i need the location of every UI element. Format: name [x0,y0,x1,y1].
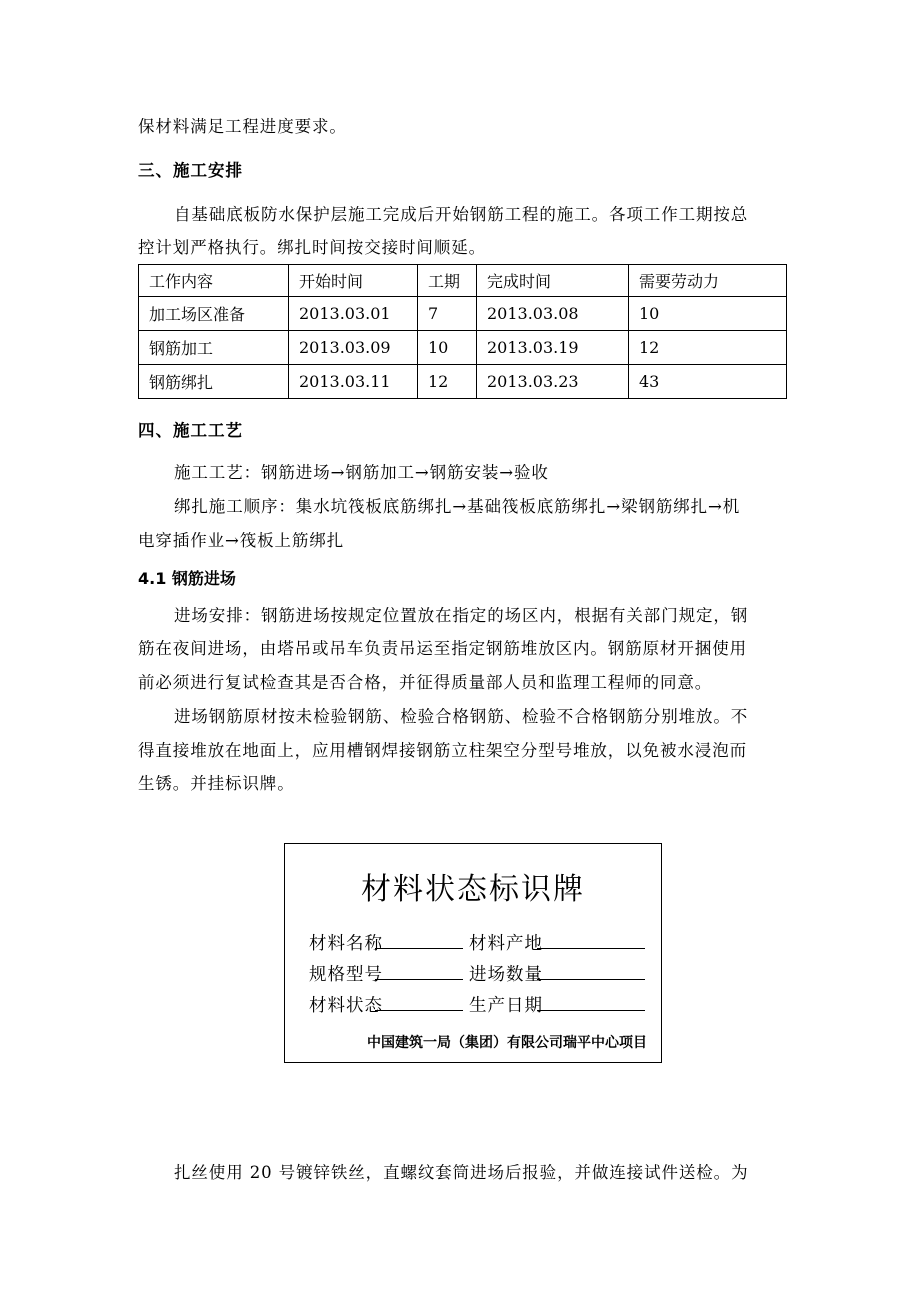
table-cell: 10 [629,297,787,331]
sign-field-label: 材料产地 [469,934,543,954]
table-row [139,331,787,365]
table-header-cell: 工作内容 [139,265,289,297]
paragraph-line: 控计划严格执行。绑扎时间按交接时间顺延。 [138,238,486,257]
table-cell: 钢筋绑扎 [139,365,289,399]
sign-field-label: 材料状态 [309,996,383,1016]
sign-blank-line [537,948,645,949]
table-cell: 12 [418,365,477,399]
paragraph-line: 生锈。并挂标识牌。 [138,774,295,793]
table-cell: 7 [418,297,477,331]
paragraph-line: 绑扎施工顺序：集水坑筏板底筋绑扎→基础筏板底筋绑扎→梁钢筋绑扎→机 [174,497,741,516]
table-cell: 2013.03.01 [289,297,418,331]
table-cell: 10 [418,331,477,365]
paragraph-line: 自基础底板防水保护层施工完成后开始钢筋工程的施工。各项工作工期按总 [174,205,749,224]
table-row [139,297,787,331]
paragraph-line: 电穿插作业→筏板上筋绑扎 [138,531,345,550]
table-header-cell: 需要劳动力 [629,265,787,297]
sign-blank-line [375,1010,463,1011]
sign-footer: 中国建筑一局（集团）有限公司瑞平中心项目 [367,1035,647,1051]
paragraph-line: 施工工艺：钢筋进场→钢筋加工→钢筋安装→验收 [174,463,549,482]
subsection-heading: 4.1 钢筋进场 [138,569,236,588]
table-cell: 2013.03.08 [477,297,629,331]
sign-field-label: 进场数量 [469,965,543,985]
table-cell: 12 [629,331,787,365]
sign-blank-line [375,979,463,980]
sign-blank-line [537,979,645,980]
table-header-row [139,265,787,297]
section-heading-3: 三、施工安排 [138,161,243,180]
paragraph-line: 前必须进行复试检查其是否合格，并征得质量部人员和监理工程师的同意。 [138,673,713,692]
paragraph-line: 扎丝使用 20 号镀锌铁丝，直螺纹套筒进场后报验，并做连接试件送检。为 [174,1163,749,1182]
sign-blank-line [375,948,463,949]
paragraph-line: 进场安排：钢筋进场按规定位置放在指定的场区内，根据有关部门规定，钢 [174,606,749,625]
table-cell: 2013.03.11 [289,365,418,399]
material-status-sign [284,843,662,1063]
sign-blank-line [537,1010,645,1011]
sign-field-label: 规格型号 [309,965,383,985]
table-header-cell: 完成时间 [477,265,629,297]
schedule-table [138,264,787,399]
table-row [139,365,787,399]
table-header-cell: 工期 [418,265,477,297]
table-cell: 钢筋加工 [139,331,289,365]
table-cell: 2013.03.19 [477,331,629,365]
sign-field-label: 生产日期 [469,996,543,1016]
paragraph-line: 进场钢筋原材按未检验钢筋、检验合格钢筋、检验不合格钢筋分别堆放。不 [174,707,749,726]
table-header-cell: 开始时间 [289,265,418,297]
section-heading-4: 四、施工工艺 [138,421,243,440]
sign-title: 材料状态标识牌 [361,872,585,907]
table-cell: 2013.03.23 [477,365,629,399]
sign-field-label: 材料名称 [309,934,383,954]
paragraph-line: 得直接堆放在地面上，应用槽钢焊接钢筋立柱架空分型号堆放，以免被水浸泡而 [138,741,747,760]
paragraph-line: 筋在夜间进场，由塔吊或吊车负责吊运至指定钢筋堆放区内。钢筋原材开捆使用 [138,639,747,658]
paragraph-continuation: 保材料满足工程进度要求。 [138,117,347,136]
table-cell: 43 [629,365,787,399]
table-cell: 2013.03.09 [289,331,418,365]
table-cell: 加工场区准备 [139,297,289,331]
